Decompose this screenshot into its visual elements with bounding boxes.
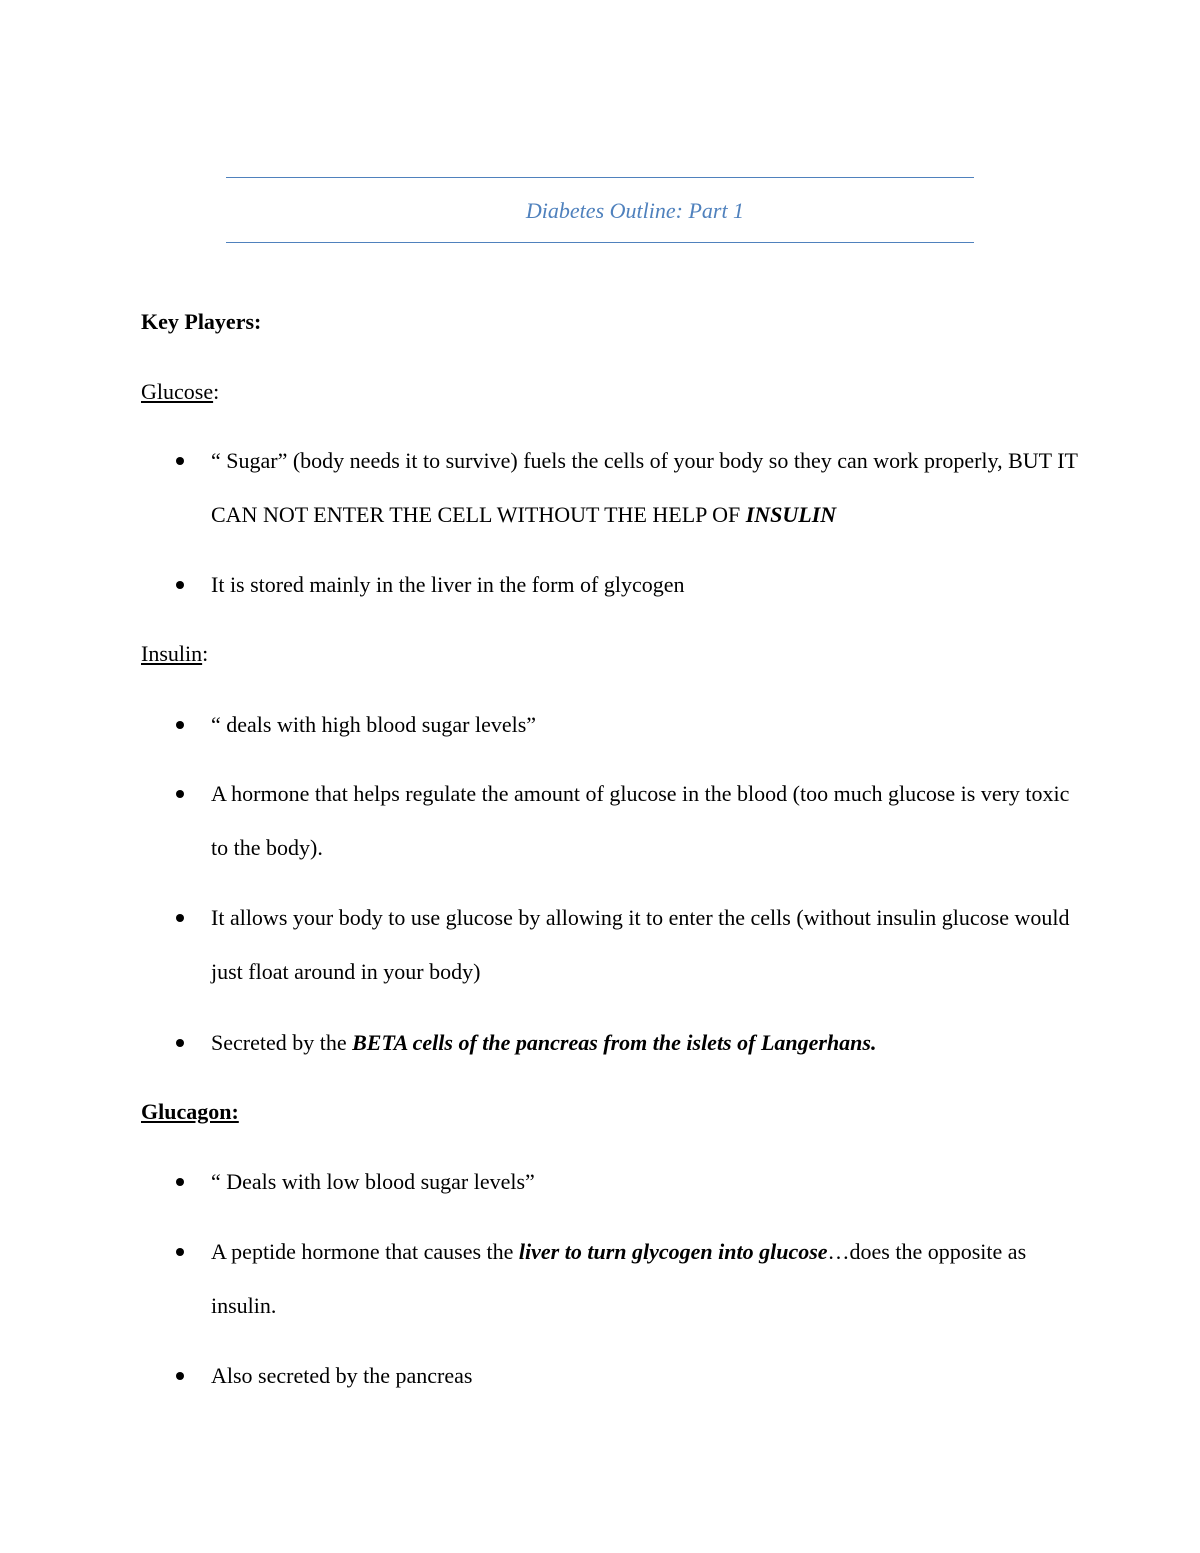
insulin-item-3: It allows your body to use glucose by allowing it to enter the cells (without insulin glucose would just float around in your body) [211, 905, 1070, 984]
glucagon-item-1: “ Deals with low blood sugar levels” [211, 1169, 535, 1194]
insulin-item-4-emphasis: BETA cells of the pancreas from the islets of Langerhans. [352, 1030, 877, 1055]
glucose-heading-label: Glucose [141, 379, 214, 404]
glucose-item-1-text: “ Sugar” (body needs it to survive) fuels the cells of your body so they can work properly, BUT IT CAN NOT ENTER THE CELL WITHOUT THE HELP OF [211, 448, 1078, 527]
bullet-icon [174, 720, 186, 732]
title-rule-bottom [226, 242, 974, 243]
glucagon-item-2 [211, 1225, 1081, 1333]
glucagon-item-3: Also secreted by the pancreas [211, 1363, 473, 1388]
glucose-heading [141, 377, 219, 407]
glucose-item-1-emphasis: INSULIN [745, 502, 837, 527]
bullet-icon [174, 789, 186, 801]
glucagon-item-2-text: A peptide hormone that causes the [211, 1239, 519, 1264]
insulin-item-4-text: Secreted by the [211, 1030, 353, 1055]
insulin-item-2: A hormone that helps regulate the amount of glucose in the blood (too much glucose is very toxic to the body). [211, 781, 1070, 860]
document-title: Diabetes Outline: Part 1 [525, 198, 745, 223]
key-players-heading [141, 307, 261, 337]
bullet-icon [174, 1371, 186, 1383]
glucagon-heading [141, 1097, 239, 1127]
key-players-label: Key Players: [141, 309, 262, 334]
glucagon-item-2-text-end: …does the opposite as insulin. [211, 1239, 1027, 1318]
bullet-icon [174, 1038, 186, 1050]
insulin-heading-colon: : [202, 641, 209, 666]
glucose-heading-colon: : [213, 379, 220, 404]
glucose-item-1 [211, 434, 1081, 542]
insulin-item-4 [211, 1016, 1081, 1070]
glucagon-item-2-emphasis: liver to turn glycogen into glucose [518, 1239, 828, 1264]
insulin-item-1: “ deals with high blood sugar levels” [211, 712, 537, 737]
bullet-icon [174, 913, 186, 925]
insulin-heading [141, 639, 208, 669]
bullet-icon [174, 580, 186, 592]
bullet-icon [174, 1177, 186, 1189]
glucose-item-2: It is stored mainly in the liver in the form of glycogen [211, 572, 685, 597]
bullet-icon [174, 456, 186, 468]
title-rule-top [226, 177, 974, 178]
bullet-icon [174, 1247, 186, 1259]
glucagon-heading-label: Glucagon: [141, 1099, 239, 1124]
insulin-heading-label: Insulin [141, 641, 203, 666]
